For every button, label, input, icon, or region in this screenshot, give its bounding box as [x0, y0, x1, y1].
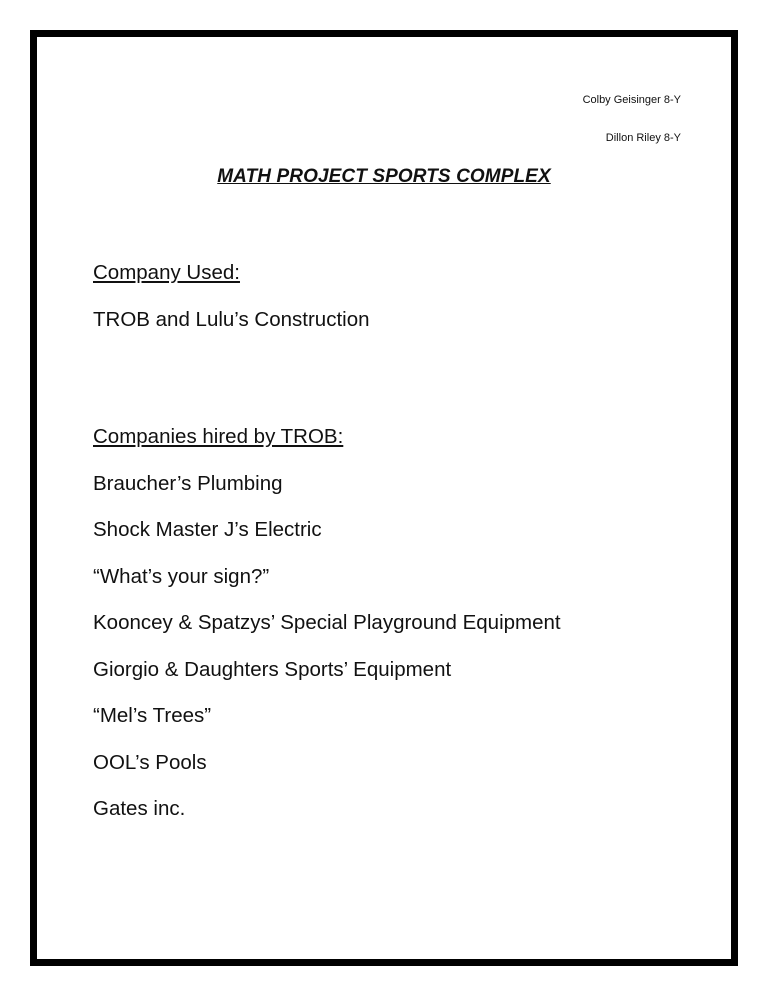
hired-company-item: Kooncey & Spatzys’ Special Playground Equipment	[93, 611, 561, 634]
hired-company-item: Shock Master J’s Electric	[93, 518, 322, 541]
page-frame	[30, 30, 738, 966]
author-name: Colby Geisinger 8-Y	[582, 94, 681, 106]
hired-company-item: Gates inc.	[93, 797, 186, 820]
document-title: MATH PROJECT SPORTS COMPLEX	[217, 166, 551, 187]
hired-company-item: Giorgio & Daughters Sports’ Equipment	[93, 657, 452, 681]
companies-hired-heading: Companies hired by TROB:	[93, 425, 344, 448]
companies-hired-section	[93, 427, 561, 846]
hired-company-item: “What’s your sign?”	[93, 564, 270, 588]
author-block	[583, 95, 681, 171]
hired-company-item: “Mel’s Trees”	[93, 704, 212, 727]
hired-company-item: Braucher’s Plumbing	[93, 471, 283, 495]
company-used-section	[93, 263, 370, 330]
company-used-value: TROB and Lulu’s Construction	[93, 307, 370, 331]
author-name: Dillon Riley 8-Y	[605, 132, 681, 144]
hired-company-item: OOL’s Pools	[93, 750, 207, 774]
company-used-heading: Company Used:	[93, 261, 240, 284]
